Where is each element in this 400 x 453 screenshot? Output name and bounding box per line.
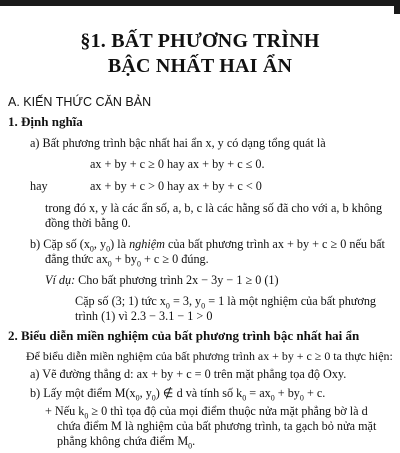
word-hay: hay bbox=[30, 179, 48, 193]
heading-representation: 2. Biểu diễn miền nghiệm của bất phương trình bậc nhất hai ẩn bbox=[8, 328, 360, 343]
step-a: a) Vẽ đường thẳng d: ax + by + c = 0 trên mặt phẳng tọa độ Oxy. bbox=[30, 367, 347, 381]
example-line-2: Cặp số (3; 1) tức $x_0 = 3$, $y_0 = 1$ là một nghiệm của bất phương bbox=[75, 294, 377, 311]
definition-a: a) Bất phương trình bậc nhất hai ẩn x, y có dạng tổng quát là bbox=[30, 136, 326, 150]
title-line-2: BẬC NHẤT HAI ẨN bbox=[107, 55, 293, 77]
case-line-1: + Nếu $k_0 \ge 0$ thì tọa độ của mọi điểm thuộc nửa mặt phẳng bờ là d bbox=[45, 404, 368, 421]
case-line-2: chứa điểm M là nghiệm của bất phương trình, ta gạch bỏ nửa mặt bbox=[57, 419, 377, 433]
formula-2: ax + by + c > 0 hay ax + by + c < 0 bbox=[90, 179, 262, 193]
step-b: b) Lấy một điểm $M(x_0$, $y_0$) ∉ d và tính số $k_0 = ax_0 + by_0 + c$. bbox=[30, 386, 326, 403]
example-label: Ví dụ: bbox=[45, 273, 76, 287]
definition-b-line-2: đẳng thức $ax_0 + by_0 + c \ge 0$ đúng. bbox=[45, 252, 209, 269]
example-line-3: trình (1) vì 2.3 − 3.1 − 1 > 0 bbox=[75, 309, 213, 323]
formula-1: ax + by + c ≥ 0 hay ax + by + c ≤ 0. bbox=[90, 157, 265, 171]
definition-b-line-1: b) Cặp số ($x_0$, $y_0$) là nghiệm của bất phương trình ax + by + c ≥ 0 nếu bất bbox=[30, 237, 385, 254]
representation-intro: Để biểu diễn miền nghiệm của bất phương trình ax + by + c ≥ 0 ta thực hiện: bbox=[26, 349, 393, 363]
example-line-1: Ví dụ: Cho bất phương trình 2x − 3y − 1 ≥ 0 (1) bbox=[45, 273, 279, 287]
term-nghiem: nghiệm bbox=[129, 237, 165, 251]
where-line-2: đồng thời bằng 0. bbox=[45, 216, 131, 230]
top-border bbox=[0, 0, 400, 6]
heading-definition: 1. Định nghĩa bbox=[8, 114, 83, 129]
case-line-3: phẳng không chứa điểm $M_0$. bbox=[57, 434, 196, 451]
where-line-1: trong đó x, y là các ẩn số, a, b, c là các hằng số đã cho với a, b không bbox=[45, 201, 383, 215]
title-line-1: §1. BẤT PHƯƠNG TRÌNH bbox=[80, 30, 320, 52]
section-a-heading: A. KIẾN THỨC CĂN BẢN bbox=[8, 95, 152, 109]
